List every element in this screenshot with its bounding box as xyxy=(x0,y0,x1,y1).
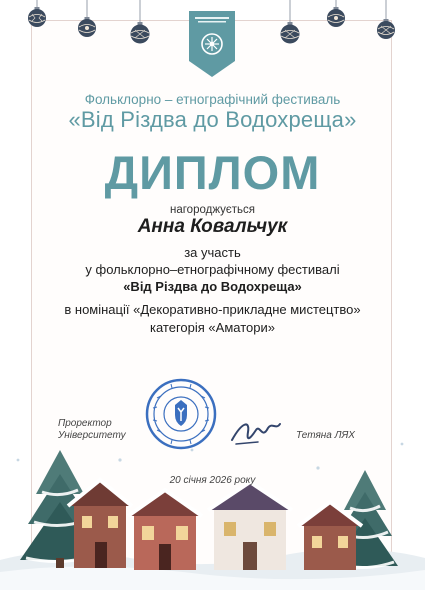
ornament-ball-5 xyxy=(327,7,345,27)
awarded-text: нагороджується xyxy=(169,204,255,216)
for-participation: за участь xyxy=(184,245,241,260)
ornament-ball-3 xyxy=(131,22,150,44)
ornament-ball-1 xyxy=(28,7,46,27)
diploma-title: ДИПЛОМ xyxy=(104,146,321,199)
signer-position-line-1: Проректор xyxy=(58,418,112,429)
winter-village-illustration xyxy=(0,432,425,590)
signer-position xyxy=(58,418,168,442)
diploma-date: 20 січня 2026 року xyxy=(169,475,256,486)
house-3 xyxy=(208,482,292,570)
signer-name: Тетяна ЛЯХ xyxy=(296,430,355,441)
recipient-name: Анна Ковальчук xyxy=(137,216,288,237)
university-logo xyxy=(189,11,235,77)
participation-text: у фольклорно–етнографічному фестивалі xyxy=(85,262,340,277)
ornament-ball-6 xyxy=(377,19,395,39)
category-text: категорія «Аматори» xyxy=(150,320,275,335)
nomination-text: в номінації «Декоративно-прикладне мистецтво» xyxy=(64,302,361,317)
festival-type: Фольклорно – етнографічний фестиваль xyxy=(84,92,341,107)
ornament-ball-2 xyxy=(78,17,96,37)
ornament-ball-4 xyxy=(281,22,300,44)
signer-position-line-2: Університету xyxy=(58,430,126,441)
house-2 xyxy=(128,490,202,570)
festival-name-bold: «Від Різдва до Водохреща» xyxy=(123,279,302,294)
signature xyxy=(224,414,284,450)
festival-name: «Від Різдва до Водохреща» xyxy=(68,107,357,132)
house-4 xyxy=(298,502,362,570)
